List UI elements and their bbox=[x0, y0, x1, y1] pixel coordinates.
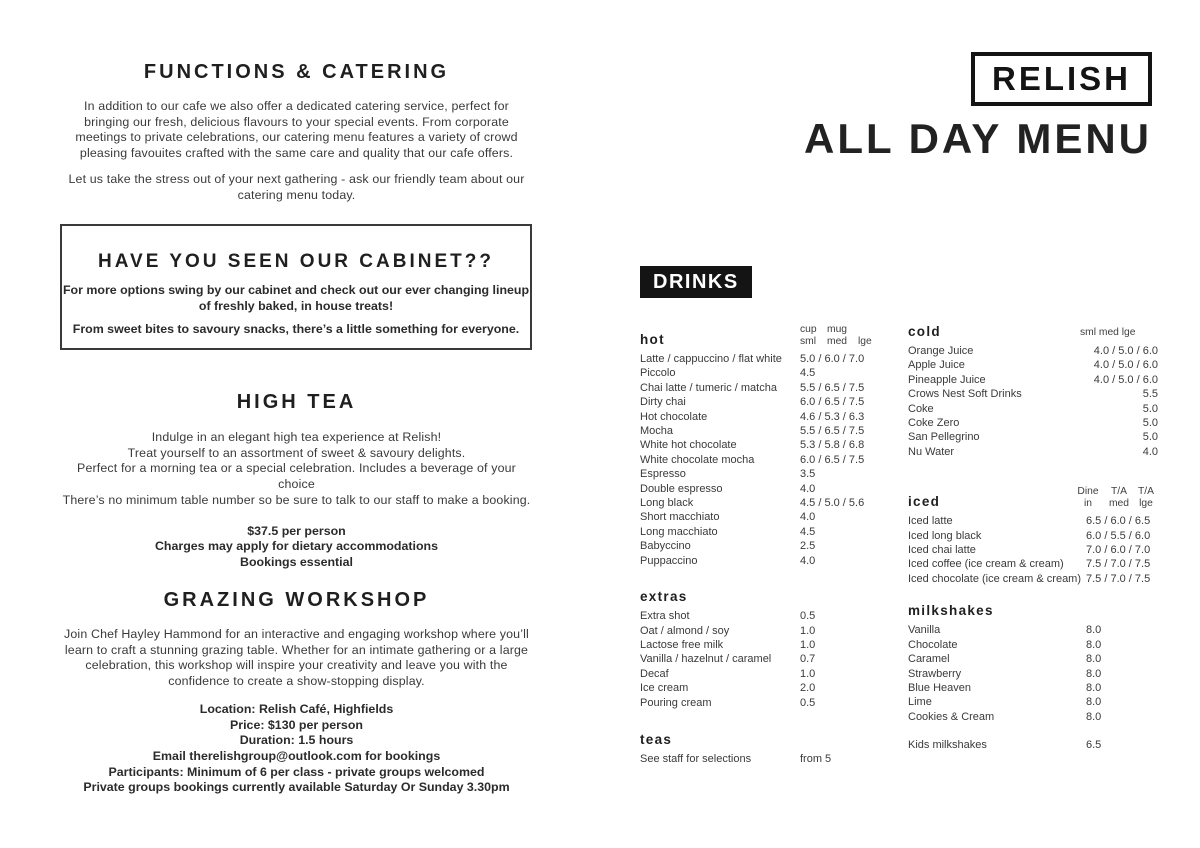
section-functions-catering bbox=[60, 60, 533, 203]
grazing-workshop-detail-line: Private groups bookings currently available Saturday Or Sunday 3.30pm bbox=[83, 780, 510, 795]
menu-item-name: White hot chocolate bbox=[640, 439, 737, 452]
menu-item-row bbox=[640, 410, 888, 424]
menu-item-row bbox=[640, 496, 888, 510]
menu-item-price: 0.7 bbox=[800, 653, 816, 666]
menu-item-price: 4.0 bbox=[1142, 445, 1158, 458]
iced-items-list bbox=[908, 514, 1158, 586]
milkshakes-section-header bbox=[908, 603, 1158, 618]
menu-item-name: See staff for selections bbox=[640, 752, 752, 765]
grazing-workshop-detail-line: Duration: 1.5 hours bbox=[239, 733, 354, 748]
high-tea-pricing-line: Charges may apply for dietary accommodations bbox=[154, 539, 438, 554]
size-label: Dine in bbox=[1077, 486, 1099, 509]
high-tea-title: HIGH TEA bbox=[236, 391, 357, 413]
menu-item-row bbox=[640, 395, 888, 409]
menu-item-name: Caramel bbox=[908, 653, 950, 666]
menu-item-price: 5.3 / 5.8 / 6.8 bbox=[800, 439, 865, 452]
menu-item-row bbox=[908, 557, 1158, 571]
menu-item-price: 6.0 / 6.5 / 7.5 bbox=[800, 396, 865, 409]
menu-item-name: Iced latte bbox=[908, 515, 953, 528]
grazing-workshop-detail-line: Location: Relish Café, Highfields bbox=[199, 701, 394, 716]
menu-item-name: Mocha bbox=[640, 425, 674, 438]
menu-item-name: Kids milkshakes bbox=[908, 739, 987, 752]
menu-item-price: 4.5 bbox=[800, 367, 816, 380]
menu-item-name: Pouring cream bbox=[640, 696, 712, 709]
menu-item-row bbox=[640, 482, 888, 496]
menu-item-name: Vanilla bbox=[908, 624, 941, 637]
menu-item-row bbox=[908, 572, 1158, 586]
menu-item-price: 5.5 / 6.5 / 7.5 bbox=[800, 381, 865, 394]
menu-item-row bbox=[640, 366, 888, 380]
hot-section-header bbox=[640, 324, 888, 347]
grazing-workshop-detail-line: Email therelishgroup@outlook.com for bookings bbox=[152, 748, 441, 763]
menu-item-name: Double espresso bbox=[640, 482, 723, 495]
menu-item-row bbox=[908, 738, 1158, 752]
size-label: T/A lge bbox=[1137, 486, 1155, 509]
menu-item-price: 6.0 / 5.5 / 6.0 bbox=[1086, 529, 1151, 542]
hot-title: hot bbox=[640, 332, 665, 347]
extras-section-header bbox=[640, 589, 888, 604]
menu-item-name: Iced chai latte bbox=[908, 544, 976, 557]
high-tea-line: There’s no minimum table number so be sure to talk to our staff to make a booking. bbox=[62, 492, 531, 507]
menu-item-name: Nu Water bbox=[908, 445, 955, 458]
menu-item-price: 0.5 bbox=[800, 696, 816, 709]
menu-item-name: Puppaccino bbox=[640, 554, 698, 567]
menu-item-name: Piccolo bbox=[640, 367, 676, 380]
menu-item-name: Lactose free milk bbox=[640, 638, 724, 651]
high-tea-line: Perfect for a morning tea or a special celebration. Includes a beverage of your choice bbox=[77, 461, 516, 492]
menu-item-price: 7.5 / 7.0 / 7.5 bbox=[1086, 558, 1151, 571]
hot-items-list bbox=[640, 352, 888, 568]
menu-item-row bbox=[908, 638, 1158, 652]
brand-header bbox=[804, 52, 1152, 163]
menu-item-price: 4.0 / 5.0 / 6.0 bbox=[1093, 359, 1158, 372]
menu-item-name: Ice cream bbox=[640, 682, 689, 695]
menu-item-name: Lime bbox=[908, 696, 932, 709]
kids-milkshakes-row bbox=[908, 738, 1158, 752]
iced-section-header bbox=[908, 486, 1158, 509]
teas-items-list bbox=[640, 752, 888, 766]
menu-item-price: 8.0 bbox=[1086, 667, 1102, 680]
menu-item-name: Chai latte / tumeric / matcha bbox=[640, 381, 777, 394]
functions-catering-title: FUNCTIONS & CATERING bbox=[143, 61, 450, 83]
menu-item-row bbox=[908, 402, 1158, 416]
high-tea-pricing bbox=[60, 524, 533, 571]
menu-item-row bbox=[640, 467, 888, 481]
section-grazing-workshop bbox=[60, 588, 533, 796]
functions-catering-paragraph: Let us take the stress out of your next gathering - ask our friendly team about our catering menu today. bbox=[68, 171, 525, 202]
menu-item-name: Blue Heaven bbox=[908, 681, 971, 694]
extras-title: extras bbox=[640, 589, 688, 605]
cabinet-paragraph: From sweet bites to savoury snacks, there’s a little something for everyone. bbox=[72, 322, 520, 337]
menu-item-row bbox=[908, 387, 1158, 401]
menu-item-price: 4.0 bbox=[800, 511, 816, 524]
menu-item-row bbox=[640, 667, 888, 681]
cold-size-columns: sml med lge bbox=[1080, 326, 1136, 338]
menu-item-row bbox=[908, 667, 1158, 681]
brand-logo: RELISH bbox=[971, 52, 1152, 106]
menu-item-price: 4.5 bbox=[800, 525, 816, 538]
menu-item-price: 6.5 / 6.0 / 6.5 bbox=[1086, 515, 1151, 528]
menu-item-price: from 5 bbox=[800, 752, 832, 765]
menu-item-price: 2.0 bbox=[800, 682, 816, 695]
menu-item-price: 4.0 bbox=[800, 482, 816, 495]
menu-item-price: 4.0 / 5.0 / 6.0 bbox=[1093, 345, 1158, 357]
drinks-column-left bbox=[640, 324, 888, 766]
menu-item-row bbox=[908, 710, 1158, 724]
page-title: ALL DAY MENU bbox=[804, 115, 1152, 163]
menu-item-price: 0.5 bbox=[800, 610, 816, 623]
menu-item-name: Vanilla / hazelnut / caramel bbox=[640, 653, 772, 666]
menu-item-row bbox=[908, 514, 1158, 528]
menu-item-row bbox=[908, 543, 1158, 557]
menu-item-price: 3.5 bbox=[800, 468, 816, 481]
iced-size-columns bbox=[1072, 486, 1158, 509]
menu-item-name: Iced long black bbox=[908, 529, 982, 542]
menu-item-name: San Pellegrino bbox=[908, 431, 980, 444]
menu-item-name: Long macchiato bbox=[640, 525, 718, 538]
menu-item-name: Orange Juice bbox=[908, 345, 974, 357]
cold-items-list bbox=[908, 344, 1158, 459]
extras-items-list bbox=[640, 609, 888, 710]
menu-item-name: Hot chocolate bbox=[640, 410, 708, 423]
menu-item-row bbox=[640, 525, 888, 539]
grazing-workshop-paragraph: Join Chef Hayley Hammond for an interactive and engaging workshop where you’ll learn to craft a stunning grazing table. Whether for an intimate gathering or a large celebration, this workshop will inspire your creativity and leave you with the confidence to create a show-stopping display. bbox=[64, 627, 529, 689]
size-label: T/A med bbox=[1108, 486, 1130, 509]
menu-item-name: Oat / almond / soy bbox=[640, 624, 730, 637]
menu-item-price: 6.0 / 6.5 / 7.5 bbox=[800, 453, 865, 466]
high-tea-description bbox=[60, 430, 533, 509]
menu-item-name: Crows Nest Soft Drinks bbox=[908, 388, 1022, 401]
menu-item-row bbox=[908, 652, 1158, 666]
grazing-workshop-detail-line: Participants: Minimum of 6 per class - private groups welcomed bbox=[108, 764, 485, 779]
menu-item-name: Apple Juice bbox=[908, 359, 965, 372]
menu-item-name: Decaf bbox=[640, 667, 669, 680]
menu-item-row bbox=[640, 752, 888, 766]
menu-item-row bbox=[640, 681, 888, 695]
functions-catering-paragraph: In addition to our cafe we also offer a dedicated catering service, perfect for bringing our fresh, delicious flavours to your special events. From corporate meetings to private celebrations, our catering menu features a variety of crowd pleasing favouites crafted with the same care and quality that our cafe offers. bbox=[75, 99, 518, 161]
grazing-workshop-details bbox=[60, 702, 533, 796]
menu-item-row bbox=[908, 445, 1158, 459]
menu-item-price: 7.0 / 6.0 / 7.0 bbox=[1086, 544, 1151, 557]
menu-item-price: 8.0 bbox=[1086, 653, 1102, 666]
high-tea-pricing-line: $37.5 per person bbox=[247, 523, 346, 538]
menu-item-row bbox=[908, 416, 1158, 430]
menu-item-price: 8.0 bbox=[1086, 710, 1102, 723]
menu-item-name: Coke bbox=[908, 402, 934, 415]
cabinet-callout-box bbox=[60, 224, 532, 350]
menu-item-row bbox=[640, 638, 888, 652]
menu-item-row bbox=[908, 430, 1158, 444]
size-label: med bbox=[827, 335, 848, 347]
size-label: mug bbox=[827, 324, 848, 335]
menu-item-price: 7.5 / 7.0 / 7.5 bbox=[1086, 572, 1151, 585]
menu-item-price: 8.0 bbox=[1086, 638, 1102, 651]
menu-item-row bbox=[908, 695, 1158, 709]
iced-title: iced bbox=[908, 494, 941, 510]
drinks-section-badge: DRINKS bbox=[640, 266, 752, 298]
menu-item-row bbox=[640, 609, 888, 623]
menu-item-price: 5.5 / 6.5 / 7.5 bbox=[800, 425, 865, 438]
menu-item-row bbox=[640, 554, 888, 568]
menu-item-name: Short macchiato bbox=[640, 511, 720, 524]
cold-title: cold bbox=[908, 324, 941, 339]
menu-item-name: Long black bbox=[640, 497, 694, 510]
menu-item-row bbox=[908, 373, 1158, 387]
menu-item-name: Espresso bbox=[640, 468, 686, 481]
menu-item-price: 1.0 bbox=[800, 624, 816, 637]
menu-item-row bbox=[640, 539, 888, 553]
teas-title: teas bbox=[640, 731, 673, 747]
menu-item-price: 8.0 bbox=[1086, 681, 1102, 694]
menu-item-price: 6.5 bbox=[1086, 739, 1102, 752]
menu-item-price: 8.0 bbox=[1086, 624, 1102, 637]
section-high-tea bbox=[60, 390, 533, 571]
drinks-column-right bbox=[908, 324, 1158, 753]
menu-item-price: 4.0 / 5.0 / 6.0 bbox=[1093, 373, 1158, 386]
size-label: lge bbox=[858, 335, 872, 347]
menu-item-price: 5.0 bbox=[1142, 431, 1158, 444]
menu-item-row bbox=[640, 424, 888, 438]
menu-item-row bbox=[908, 358, 1158, 372]
menu-item-price: 1.0 bbox=[800, 667, 816, 680]
high-tea-pricing-line: Bookings essential bbox=[240, 554, 353, 569]
menu-item-row bbox=[640, 510, 888, 524]
size-label: sml bbox=[800, 335, 817, 347]
menu-item-row bbox=[908, 344, 1158, 358]
menu-item-row bbox=[640, 438, 888, 452]
menu-item-name: White chocolate mocha bbox=[640, 453, 755, 466]
menu-item-name: Latte / cappuccino / flat white bbox=[640, 353, 782, 365]
cabinet-paragraph: For more options swing by our cabinet and check out our ever changing lineup of freshly baked, in house treats! bbox=[62, 283, 530, 313]
milkshakes-title: milkshakes bbox=[908, 603, 994, 619]
menu-item-name: Iced chocolate (ice cream & cream) bbox=[908, 572, 1082, 585]
menu-item-price: 4.5 / 5.0 / 5.6 bbox=[800, 497, 865, 510]
grazing-workshop-detail-line: Price: $130 per person bbox=[230, 717, 363, 732]
menu-item-row bbox=[640, 696, 888, 710]
menu-item-row bbox=[908, 681, 1158, 695]
menu-item-name: Extra shot bbox=[640, 610, 690, 623]
high-tea-line: Treat yourself to an assortment of sweet & savoury delights. bbox=[127, 445, 466, 460]
menu-item-price: 5.5 bbox=[1142, 388, 1158, 401]
menu-item-price: 2.5 bbox=[800, 540, 816, 553]
high-tea-line: Indulge in an elegant high tea experience at Relish! bbox=[151, 430, 442, 444]
menu-item-price: 5.0 bbox=[1142, 417, 1158, 430]
menu-item-row bbox=[640, 652, 888, 666]
milkshakes-items-list bbox=[908, 623, 1158, 724]
menu-item-price: 5.0 bbox=[1142, 402, 1158, 415]
menu-item-price: 1.0 bbox=[800, 638, 816, 651]
menu-item-row bbox=[908, 623, 1158, 637]
menu-item-name: Dirty chai bbox=[640, 396, 686, 409]
menu-item-row bbox=[908, 529, 1158, 543]
menu-item-name: Cookies & Cream bbox=[908, 710, 995, 723]
menu-item-row bbox=[640, 381, 888, 395]
hot-size-columns bbox=[800, 324, 888, 347]
teas-section-header bbox=[640, 732, 888, 747]
menu-item-price: 5.0 / 6.0 / 7.0 bbox=[800, 353, 865, 365]
cold-section-header bbox=[908, 324, 1158, 339]
menu-item-price: 8.0 bbox=[1086, 696, 1102, 709]
menu-item-row bbox=[640, 453, 888, 467]
menu-item-name: Pineapple Juice bbox=[908, 373, 986, 386]
menu-item-name: Iced coffee (ice cream & cream) bbox=[908, 558, 1064, 571]
menu-item-name: Coke Zero bbox=[908, 417, 960, 430]
menu-item-name: Chocolate bbox=[908, 638, 958, 651]
menu-item-price: 4.6 / 5.3 / 6.3 bbox=[800, 410, 865, 423]
menu-item-name: Babyccino bbox=[640, 540, 691, 553]
menu-item-price: 4.0 bbox=[800, 554, 816, 567]
grazing-workshop-title: GRAZING WORKSHOP bbox=[163, 589, 430, 611]
menu-item-row bbox=[640, 352, 888, 366]
menu-item-row bbox=[640, 624, 888, 638]
cabinet-title: HAVE YOU SEEN OUR CABINET?? bbox=[98, 251, 494, 272]
menu-item-name: Strawberry bbox=[908, 667, 962, 680]
size-label: cup bbox=[800, 324, 817, 335]
